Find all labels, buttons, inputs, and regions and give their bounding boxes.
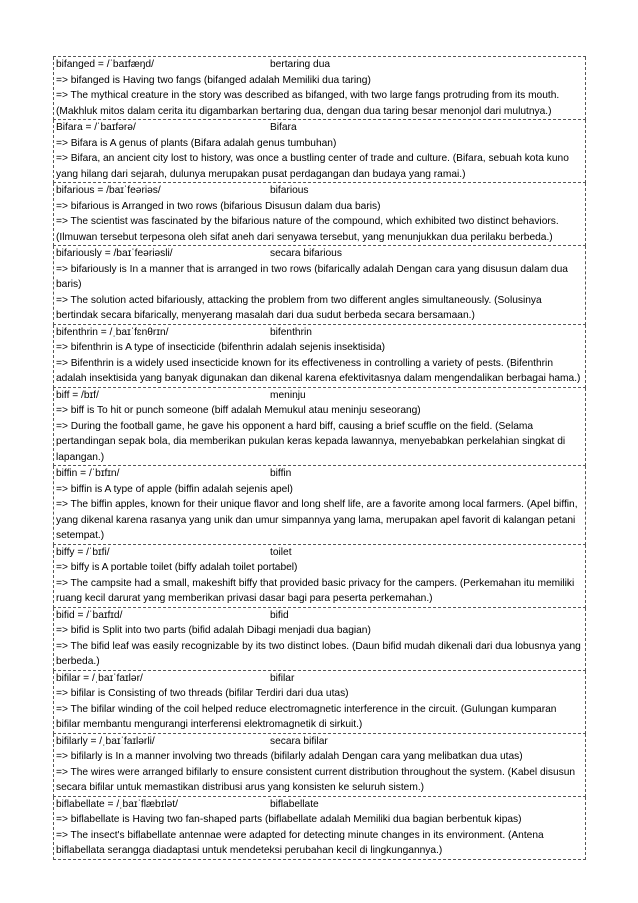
example: => Bifenthrin is a widely used insecticide known for its effectiveness in controlling a variety of pests. (Bifenthrin adalah insektisida yang banyak digunakan dan dikenal karena efektivitasnya dalam mengendalikan berbagai hama.) <box>56 357 581 384</box>
definition: => bifilarly is In a manner involving two threads (bifilarly adalah Dengan cara yang melibatkan dua utas) <box>56 751 523 762</box>
example: => The bifid leaf was easily recognizable by its two distinct lobes. (Daun bifid mudah dikenali dari dua lobusnya yang berbeda.) <box>56 640 581 667</box>
entry-biffy <box>53 545 586 608</box>
headword: biffin = /ˈbɪfɪn/ <box>56 468 120 479</box>
translation: bertaring dua <box>270 59 331 70</box>
definition: => bifid is Split into two parts (bifid adalah Dibagi menjadi dua bagian) <box>56 625 371 636</box>
definition: => bifariously is In a manner that is arranged in two rows (bifarically adalah Dengan cara yang disusun dalam dua baris) <box>56 263 568 290</box>
headword: bifenthrin = /ˌbaɪˈfɛnθrɪn/ <box>56 326 169 338</box>
headword: bifanged = /ˈbaɪfæŋd/ <box>56 59 154 70</box>
example: => The mythical creature in the story was described as bifanged, with two large fangs protruding from its mouth. (Makhluk mitos dalam cerita itu digambarkan bertaring dua, dengan dua taring besar menonjol dari mulutnya.) <box>56 90 560 117</box>
entry-biff <box>53 388 586 467</box>
entry-bifara <box>53 120 586 183</box>
headword: bifarious = /baɪˈfeəriəs/ <box>56 185 161 196</box>
definition: => bifanged is Having two fangs (bifanged adalah Memiliki dua taring) <box>56 74 371 86</box>
example: => The scientist was fascinated by the bifarious nature of the compound, which exhibited two distinct behaviors. (Ilmuwan tersebut terpesona oleh sifat aneh dari senyawa tersebut, yang menunjukkan dua perilaku berbeda.) <box>56 216 559 243</box>
example: => The bifilar winding of the coil helped reduce electromagnetic interference in the circuit. (Gulungan kumparan bifilar membantu mengurangi interferensi elektromagnetik di sirkuit.) <box>56 703 557 730</box>
translation: biflabellate <box>270 798 319 810</box>
headword: bifilarly = /ˌbaɪˈfaɪlərli/ <box>56 735 155 747</box>
translation: secara bifarious <box>270 248 342 259</box>
translation: bifenthrin <box>270 326 312 338</box>
dictionary-sheet <box>53 56 586 860</box>
example: => The campsite had a small, makeshift biffy that provided basic privacy for the campers. (Perkemahan itu memiliki ruang kecil darurat yang memberikan privasi dasar bagi para peserta perkemahan.) <box>56 577 575 604</box>
translation: toilet <box>270 546 292 558</box>
entry-biflabellate <box>53 797 586 860</box>
headword: bifid = /ˈbaɪfɪd/ <box>56 609 123 621</box>
definition: => biflabellate is Having two fan-shaped parts (biflabellate adalah Memiliki dua bagian berbentuk kipas) <box>56 814 522 825</box>
entry-bifilarly <box>53 734 586 797</box>
headword: biflabellate = /ˌbaɪˈflæbɪlət/ <box>56 798 178 810</box>
translation: meninju <box>270 389 306 401</box>
translation: secara bifilar <box>270 735 328 747</box>
translation: bifid <box>270 609 289 621</box>
entry-bifarious <box>53 183 586 246</box>
headword: bifariously = /baɪˈfeəriəsli/ <box>56 248 173 259</box>
headword: bifilar = /ˌbaɪˈfaɪlər/ <box>56 672 143 684</box>
translation: biffin <box>270 468 292 479</box>
definition: => bifilar is Consisting of two threads (bifilar Terdiri dari dua utas) <box>56 688 349 699</box>
translation: bifilar <box>270 672 295 684</box>
entry-bifariously <box>53 246 586 325</box>
entry-bifenthrin <box>53 325 586 388</box>
example: => The insect's biflabellate antennae were adapted for detecting minute changes in its environment. (Antena biflabellata serangga diadaptasi untuk mendeteksi perubahan kecil di lingkungannya.) <box>56 829 544 856</box>
entry-bifid <box>53 608 586 671</box>
translation: bifarious <box>270 185 309 196</box>
definition: => bifenthrin is A type of insecticide (bifenthrin adalah sejenis insektisida) <box>56 342 386 353</box>
entry-biffin <box>53 466 586 545</box>
headword: biffy = /ˈbɪfi/ <box>56 546 110 558</box>
example: => The wires were arranged bifilarly to ensure consistent current distribution throughout the system. (Kabel disusun secara bifilar untuk memastikan distribusi arus yang konsisten ke seluruh sistem.) <box>56 766 576 793</box>
example: => During the football game, he gave his opponent a hard biff, causing a brief scuffle on the field. (Selama pertandingan sepak bola, dia memberikan pukulan keras kepada lawannya, menyebabkan perkelahian singkat di lapangan.) <box>56 420 566 463</box>
translation: Bifara <box>270 122 297 133</box>
example: => The solution acted bifariously, attacking the problem from two different angles simultaneously. (Solusinya bertindak secara bifarically, menyerang masalah dari dua sudut berbeda secara bersamaan.) <box>56 294 542 321</box>
definition: => Bifara is A genus of plants (Bifara adalah genus tumbuhan) <box>56 137 337 149</box>
definition: => biffy is A portable toilet (biffy adalah toilet portabel) <box>56 562 298 573</box>
example: => The biffin apples, known for their unique flavor and long shelf life, are a favorite among local farmers. (Apel biffin, yang dikenal karena rasanya yang unik dan umur simpannya yang lama, merupakan apel favorit di kalangan petani setempat.) <box>56 499 578 541</box>
definition: => biffin is A type of apple (biffin adalah sejenis apel) <box>56 483 293 495</box>
definition: => biff is To hit or punch someone (biff adalah Memukul atau meninju seseorang) <box>56 405 421 416</box>
example: => Bifara, an ancient city lost to history, was once a bustling center of trade and culture. (Bifara, sebuah kota kuno yang hilang dari sejarah, dulunya merupakan pusat perdagangan dan budaya yang ramai.) <box>56 153 569 180</box>
entry-bifilar <box>53 671 586 734</box>
definition: => bifarious is Arranged in two rows (bifarious Disusun dalam dua baris) <box>56 200 381 212</box>
headword: biff = /bɪf/ <box>56 389 99 401</box>
headword: Bifara = /ˈbaɪfərə/ <box>56 122 136 133</box>
entry-bifanged <box>53 57 586 120</box>
